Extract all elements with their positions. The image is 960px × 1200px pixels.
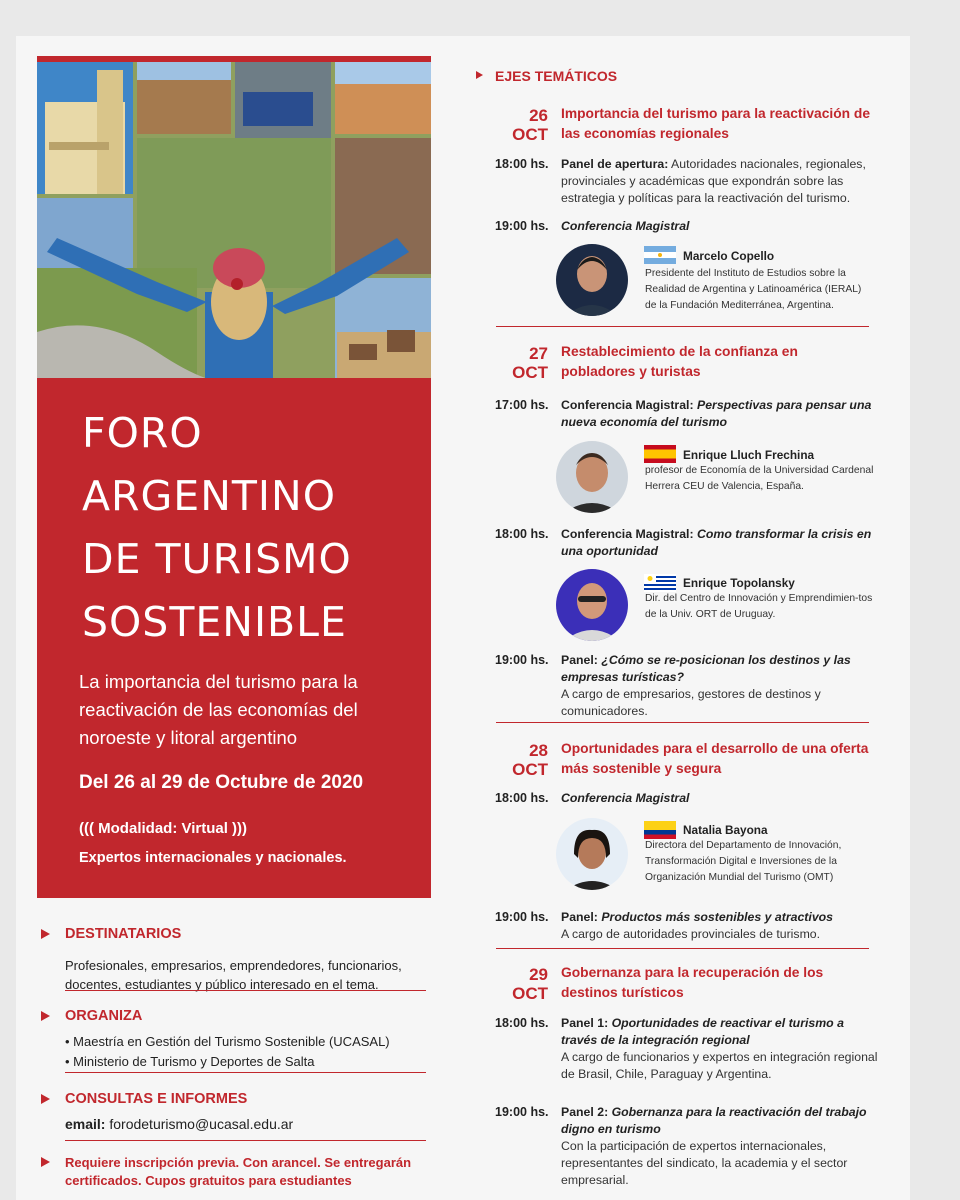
- section-heading: DESTINATARIOS: [65, 926, 182, 942]
- uruguay-flag-icon: [644, 574, 676, 592]
- speaker-description: Presidente del Instituto de Estudios sobre la Realidad de Argentina y Latinoamérica (IERAL) de la Fundación Mediterránea, Argentina.: [645, 268, 862, 311]
- day-divider: [496, 326, 869, 327]
- event-description: Conferencia Magistral: Como transformar la crisis en una oportunidad: [561, 527, 872, 558]
- event-time: 19:00 hs.: [495, 653, 549, 667]
- speaker-description: profesor de Economía de la Universidad Cardenal Herrera CEU de Valencia, España.: [645, 465, 874, 492]
- arrow-icon: [41, 1011, 50, 1021]
- program-heading: EJES TEMÁTICOS: [476, 68, 617, 84]
- event-description: Panel 1: Oportunidades de reactivar el turismo a través de la integración regional A cargo de funcionarios y expertos en integración regional de Brasil, Chile, Paraguay y Argentina.: [561, 1016, 878, 1081]
- event-dates: Del 26 al 29 de Octubre de 2020: [79, 772, 364, 793]
- day-title: Importancia del turismo para la reactivación de las economías regionales: [561, 106, 871, 141]
- day-date: 26 OCT: [512, 106, 548, 144]
- event-description: Panel 2: Gobernanza para la reactivación del trabajo digno en turismo Con la participación de expertos internacionales, representantes del sindicato, la academia y el sector empresarial.: [561, 1105, 867, 1187]
- title-line: SOSTENIBLE: [82, 598, 347, 646]
- requirements-section: [38, 1154, 426, 1190]
- title-line: DE TURISMO: [82, 535, 352, 583]
- event-description: Panel: ¿Cómo se re-posicionan los destinos y las empresas turísticas? A cargo de empresarios, gestores de destinos y comunicadores.: [561, 653, 851, 718]
- tourism-photo-collage: [37, 62, 431, 378]
- day-title: Restablecimiento de la confianza en pobladores y turistas: [561, 344, 798, 379]
- organiza-item: • Maestría en Gestión del Turismo Sostenible (UCASAL): [65, 1034, 390, 1049]
- day-date: 29 OCT: [512, 965, 548, 1003]
- argentina-flag-icon: [644, 246, 676, 264]
- speaker-name: Enrique Lluch Frechina: [683, 448, 815, 462]
- section-divider: [65, 1072, 426, 1073]
- event-title: [82, 402, 352, 654]
- event-experts-note: Expertos internacionales y nacionales.: [79, 850, 347, 866]
- speaker-photo: [556, 818, 628, 890]
- speaker-name: Enrique Topolansky: [683, 576, 795, 590]
- colombia-flag-icon: [644, 821, 676, 839]
- speaker-description: Directora del Departamento de Innovación, Transformación Digital e Inversiones de la Organización Mundial del Turismo (OMT): [645, 840, 842, 883]
- day-divider: [496, 948, 869, 949]
- arrow-icon: [476, 71, 483, 79]
- day-title: Gobernanza para la recuperación de los destinos turísticos: [561, 965, 824, 1000]
- event-title: Conferencia Magistral: [561, 219, 690, 233]
- day-date: 28 OCT: [512, 741, 548, 779]
- event-modality: ((( Modalidad: Virtual ))): [79, 820, 248, 837]
- event-banner: [37, 378, 431, 898]
- contact-email-link[interactable]: forodeturismo@ucasal.edu.ar: [109, 1116, 294, 1132]
- speaker-name: Natalia Bayona: [683, 823, 768, 837]
- contact-email-line: email: forodeturismo@ucasal.edu.ar: [65, 1116, 294, 1132]
- spain-flag-icon: [644, 445, 676, 463]
- event-time: 17:00 hs.: [495, 398, 549, 412]
- destinatarios-text: Profesionales, empresarios, emprendedores, funcionarios, docentes, estudiantes y público interesado en el tema.: [65, 958, 402, 992]
- event-subtitle: La importancia del turismo para la reactivación de las economías del noroeste y litoral argentino: [79, 671, 358, 748]
- event-time: 18:00 hs.: [495, 1016, 549, 1030]
- event-time: 18:00 hs.: [495, 791, 549, 805]
- speaker-photo: [556, 441, 628, 513]
- event-description: Panel de apertura: Autoridades nacionales, regionales, provinciales y académicas que expondrán sobre las estrategia y políticas para la reactivación del turismo.: [561, 157, 866, 205]
- section-heading: CONSULTAS E INFORMES: [65, 1091, 248, 1107]
- consultas-section: [38, 1091, 426, 1134]
- section-divider: [65, 990, 426, 991]
- organiza-item: • Ministerio de Turismo y Deportes de Salta: [65, 1054, 315, 1069]
- day-date: 27 OCT: [512, 344, 548, 382]
- organiza-section: [38, 1008, 426, 1072]
- arrow-icon: [41, 1094, 50, 1104]
- event-time: 18:00 hs.: [495, 157, 549, 171]
- event-time: 19:00 hs.: [495, 219, 549, 233]
- event-description: Panel: Productos más sostenibles y atractivos A cargo de autoridades provinciales de turismo.: [561, 910, 834, 941]
- requirements-text: Requiere inscripción previa. Con arancel. Se entregarán certificados. Cupos gratuitos para estudiantes: [65, 1155, 412, 1188]
- arrow-icon: [41, 929, 50, 939]
- event-time: 18:00 hs.: [495, 527, 549, 541]
- event-time: 19:00 hs.: [495, 910, 549, 924]
- section-heading: ORGANIZA: [65, 1008, 143, 1024]
- speaker-photo: [556, 569, 628, 641]
- day-title: Oportunidades para el desarrollo de una oferta más sostenible y segura: [561, 741, 869, 776]
- event-time: 19:00 hs.: [495, 1105, 549, 1119]
- section-divider: [65, 1140, 426, 1141]
- speaker-description: Dir. del Centro de Innovación y Emprendimien-tos de la Univ. ORT de Uruguay.: [645, 593, 873, 620]
- speaker-name: Marcelo Copello: [683, 249, 775, 263]
- destinatarios-section: [38, 926, 426, 994]
- arrow-icon: [41, 1157, 50, 1167]
- event-description: Conferencia Magistral: Perspectivas para pensar una nueva economía del turismo: [561, 398, 872, 429]
- title-line: ARGENTINO: [82, 472, 336, 520]
- speaker-photo: [556, 244, 628, 316]
- event-title: Conferencia Magistral: [561, 791, 690, 805]
- title-line: FORO: [82, 409, 203, 457]
- day-divider: [496, 722, 869, 723]
